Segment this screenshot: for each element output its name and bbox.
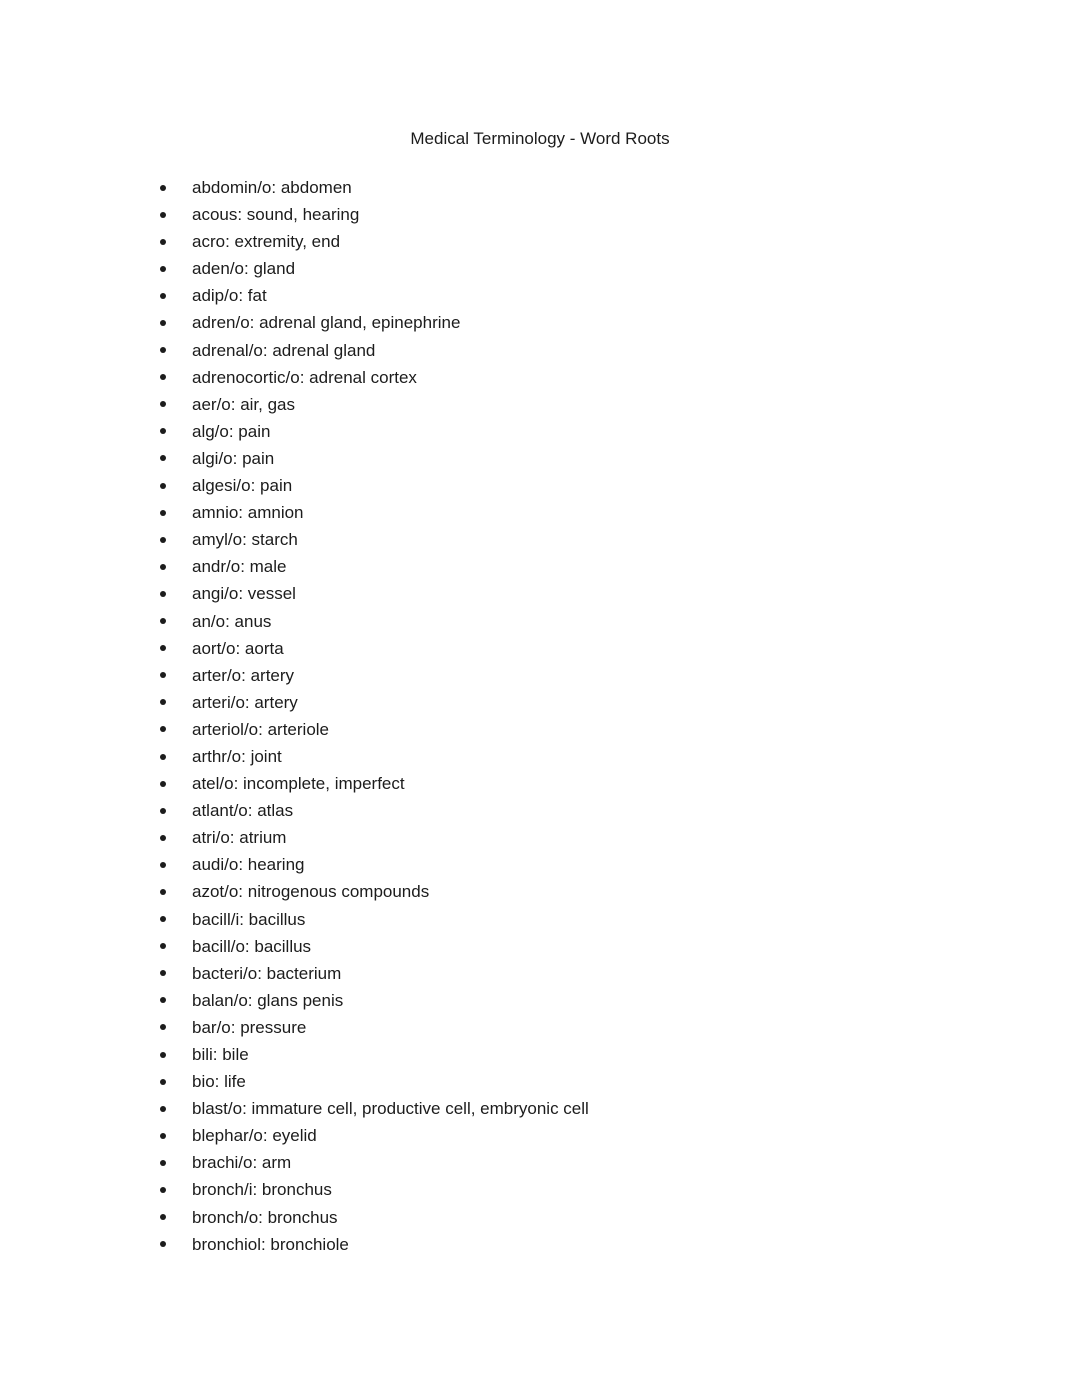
list-item (0, 797, 1080, 824)
list-item-text: an/o: anus (192, 611, 272, 631)
bullet-icon (160, 564, 166, 570)
bullet-icon (160, 1214, 166, 1220)
list-item (0, 580, 1080, 607)
bullet-icon (160, 537, 166, 543)
list-item-text: abdomin/o: abdomen (192, 178, 352, 197)
list-item-text: balan/o: glans penis (192, 990, 344, 1010)
list-item-text: angi/o: vessel (192, 584, 296, 604)
bullet-icon (160, 347, 166, 353)
bullet-icon (160, 374, 166, 380)
bullet-icon (160, 1187, 166, 1193)
bullet-icon (160, 1160, 166, 1166)
list-item-text: bronchiol: bronchiole (192, 1234, 349, 1254)
list-item (0, 201, 1080, 228)
bullet-icon (160, 483, 166, 489)
list-item (0, 1204, 1080, 1231)
bullet-icon (160, 1241, 166, 1247)
list-item (0, 743, 1080, 770)
bullet-icon (160, 1052, 166, 1058)
list-item (0, 933, 1080, 960)
list-item (0, 608, 1080, 635)
list-item (0, 689, 1080, 716)
list-item-text: aden/o: gland (192, 259, 296, 279)
list-item (0, 526, 1080, 553)
bullet-icon (160, 1079, 166, 1085)
bullet-icon (160, 808, 166, 814)
bullet-icon (160, 835, 166, 841)
bullet-icon (160, 1024, 166, 1030)
list-item (0, 1014, 1080, 1041)
word-roots-list (0, 174, 1080, 1258)
list-item (0, 1068, 1080, 1095)
list-item-text: bio: life (192, 1072, 246, 1092)
list-item (0, 987, 1080, 1014)
list-item (0, 418, 1080, 445)
bullet-icon (160, 1106, 166, 1112)
list-item-text: algesi/o: pain (192, 476, 293, 496)
list-item-text: adrenocortic/o: adrenal cortex (192, 367, 417, 387)
list-item (0, 228, 1080, 255)
bullet-icon (160, 618, 166, 624)
list-item (0, 851, 1080, 878)
list-item (0, 499, 1080, 526)
list-item-text: bacteri/o: bacterium (192, 963, 342, 983)
list-item-text: andr/o: male (192, 557, 287, 577)
bullet-icon (160, 510, 166, 516)
list-item-text: bronch/i: bronchus (192, 1180, 332, 1200)
list-item (0, 174, 1080, 201)
list-item-text: atel/o: incomplete, imperfect (192, 774, 405, 794)
bullet-icon (160, 239, 166, 245)
bullet-icon (160, 266, 166, 272)
list-item (0, 960, 1080, 987)
bullet-icon (160, 401, 166, 407)
list-item-text: adren/o: adrenal gland, epinephrine (192, 313, 461, 333)
list-item (0, 364, 1080, 391)
list-item-text: brachi/o: arm (192, 1153, 292, 1173)
list-item-text: aer/o: air, gas (192, 394, 296, 414)
list-item (0, 282, 1080, 309)
bullet-icon (160, 320, 166, 326)
list-item (0, 635, 1080, 662)
bullet-icon (160, 997, 166, 1003)
list-item-text: amyl/o: starch (192, 530, 298, 550)
bullet-icon (160, 970, 166, 976)
list-item-text: arthr/o: joint (192, 746, 282, 766)
list-item-text: atlant/o: atlas (192, 801, 294, 821)
bullet-icon (160, 672, 166, 678)
list-item (0, 1041, 1080, 1068)
list-item (0, 1095, 1080, 1122)
list-item (0, 472, 1080, 499)
bullet-icon (160, 212, 166, 218)
list-item-text: audi/o: hearing (192, 855, 305, 875)
list-item (0, 445, 1080, 472)
bullet-icon (160, 916, 166, 922)
list-item (0, 309, 1080, 336)
list-item (0, 1176, 1080, 1203)
bullet-icon (160, 428, 166, 434)
page-title: Medical Terminology - Word Roots (410, 129, 670, 148)
list-item-text: aort/o: aorta (192, 638, 284, 658)
bullet-icon (160, 754, 166, 760)
bullet-icon (160, 645, 166, 651)
list-item-text: algi/o: pain (192, 448, 275, 468)
list-item (0, 553, 1080, 580)
list-item (0, 662, 1080, 689)
bullet-icon (160, 781, 166, 787)
list-item (0, 1149, 1080, 1176)
bullet-icon (160, 591, 166, 597)
list-item-text: arteriol/o: arteriole (192, 719, 330, 739)
list-item-text: alg/o: pain (192, 421, 271, 441)
list-item-text: adrenal/o: adrenal gland (192, 340, 376, 360)
bullet-icon (160, 185, 166, 191)
list-item (0, 1231, 1080, 1258)
bullet-icon (160, 862, 166, 868)
list-item (0, 255, 1080, 282)
bullet-icon (160, 293, 166, 299)
list-item-text: bronch/o: bronchus (192, 1207, 338, 1227)
list-item (0, 770, 1080, 797)
list-item (0, 906, 1080, 933)
list-item-text: acro: extremity, end (192, 232, 341, 252)
list-item-text: acous: sound, hearing (192, 205, 360, 225)
list-item-text: blast/o: immature cell, productive cell, embryonic cell (192, 1099, 589, 1119)
list-item-text: arteri/o: artery (192, 692, 298, 712)
bullet-icon (160, 455, 166, 461)
list-item-text: bacill/o: bacillus (192, 936, 312, 956)
list-item (0, 878, 1080, 905)
list-item-text: blephar/o: eyelid (192, 1126, 317, 1146)
bullet-icon (160, 1133, 166, 1139)
list-item-text: bar/o: pressure (192, 1017, 307, 1037)
list-item (0, 1122, 1080, 1149)
list-item-text: bili: bile (192, 1045, 249, 1064)
list-item (0, 337, 1080, 364)
list-item (0, 716, 1080, 743)
list-item-text: amnio: amnion (192, 503, 304, 523)
list-item-text: atri/o: atrium (192, 828, 287, 848)
list-item-text: adip/o: fat (192, 286, 267, 306)
list-item (0, 824, 1080, 851)
list-item-text: azot/o: nitrogenous compounds (192, 882, 430, 902)
list-item-text: bacill/i: bacillus (192, 909, 306, 929)
bullet-icon (160, 943, 166, 949)
bullet-icon (160, 726, 166, 732)
list-item-text: arter/o: artery (192, 665, 295, 685)
bullet-icon (160, 889, 166, 895)
list-item (0, 391, 1080, 418)
bullet-icon (160, 699, 166, 705)
